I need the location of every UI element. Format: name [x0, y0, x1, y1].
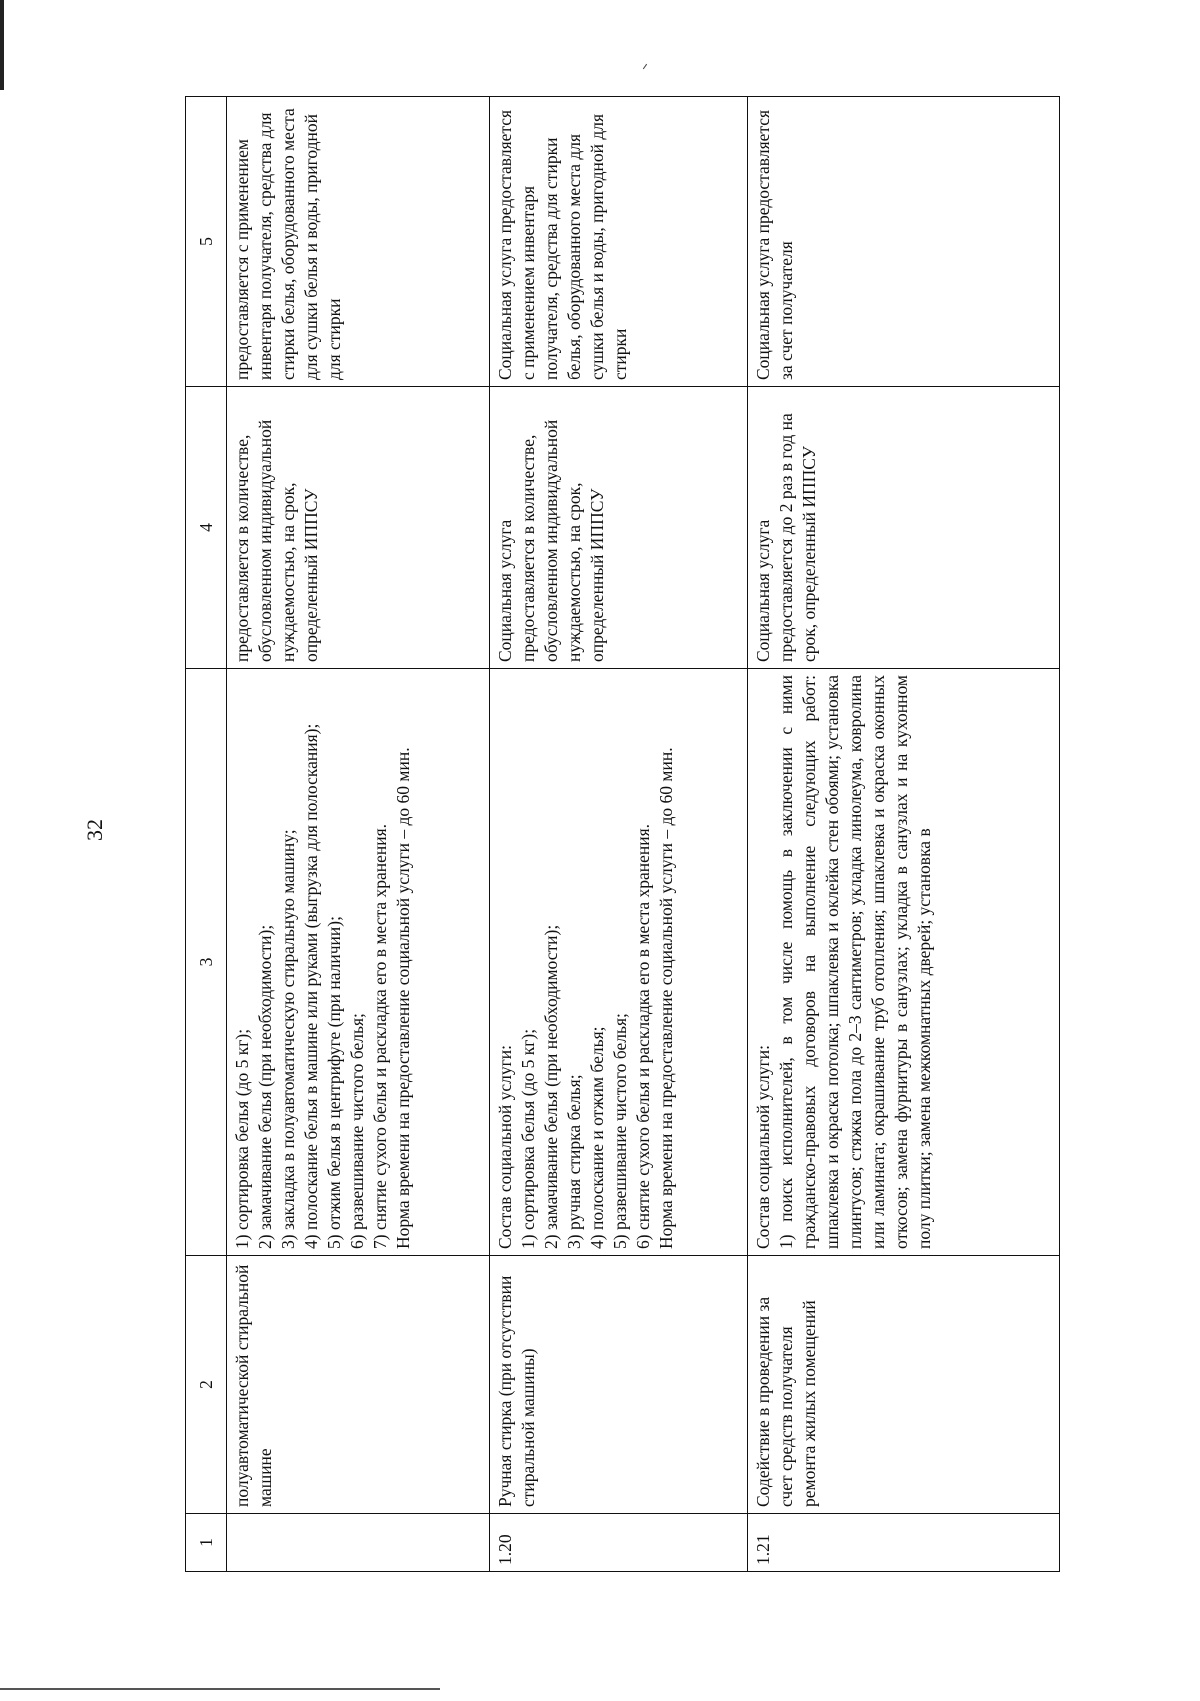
service-content: Состав социальной услуги: 1) поиск исполнителей, в том числе помощь в заключении с ними гражданско-правовых договоров на выполнение следующих работ: шпаклевка и окраска потолка; шпаклевка и оклейка стен обоями; установка плинтусов; стяжка пола до 2–3 сантиметров; укладка линолеума, ковролина или ламината; окрашивание труб отопления; шпаклевка и окраска оконных откосов; замена фурнитуры в санузлах; укладка в санузлах и на кухонном полу плитки; замена межкомнатных дверей; установка в: [748, 669, 1060, 1256]
services-table-container: [185, 97, 1060, 1572]
table-row: [227, 97, 490, 1572]
service-conditions: предоставляется с применением инвентаря получателя, средства для стирки белья, оборудованного места для сушки белья и воды, пригодной для стирки: [227, 97, 490, 387]
service-conditions: Социальная услуга предоставляется за счет получателя: [748, 97, 1060, 387]
services-table: [185, 96, 1060, 1572]
service-conditions: Социальная услуга предоставляется с применением инвентаря получателя, средства для стирки белья, оборудованного места для сушки белья и воды, пригодной для стирки: [490, 97, 748, 387]
scan-edge-mark: [0, 0, 4, 90]
table-row: [490, 97, 748, 1572]
service-name: Содействие в проведении за счет средств получателя ремонта жилых помещений: [748, 1256, 1060, 1514]
service-volume: Социальная услуга предоставляется до 2 раз в год на срок, определенный ИППСУ: [748, 387, 1060, 669]
scan-bottom-line: [0, 1688, 440, 1690]
header-col-5: 5: [186, 97, 227, 387]
scan-tick-mark: [643, 64, 647, 69]
header-col-2: 2: [186, 1256, 227, 1514]
row-number: 1.20: [490, 1514, 748, 1572]
header-col-3: 3: [186, 669, 227, 1256]
service-volume: предоставляется в количестве, обусловленном индивидуальной нуждаемостью, на срок, определенный ИППСУ: [227, 387, 490, 669]
table-row: [748, 97, 1060, 1572]
header-row: [186, 97, 227, 1572]
service-volume: Социальная услуга предоставляется в количестве, обусловленном индивидуальной нуждаемостью, на срок, определенный ИППСУ: [490, 387, 748, 669]
service-content: Состав социальной услуги: 1) сортировка белья (до 5 кг); 2) замачивание белья (при необходимости); 3) ручная стирка белья; 4) полоскание и отжим белья; 5) развешивание чистого белья; 6) снятие сухого белья и раскладка его в места хранения. Норма времени на предоставление социальной услуги – до 60 мин.: [490, 669, 748, 1256]
row-number: 1.21: [748, 1514, 1060, 1572]
service-name: Ручная стирка (при отсутствии стиральной машины): [490, 1256, 748, 1514]
service-name: полуавтоматической стиральной машине: [227, 1256, 490, 1514]
page-number: 32: [82, 819, 107, 841]
service-content: 1) сортировка белья (до 5 кг); 2) замачивание белья (при необходимости); 3) закладка в полуавтоматическую стиральную машину; 4) полоскание белья в машине или руками (выгрузка для полоскания); 5) отжим белья в центрифуге (при наличии); 6) развешивание чистого белья; 7) снятие сухого белья и раскладка его в места хранения. Норма времени на предоставление социальной услуги – до 60 мин.: [227, 669, 490, 1256]
header-col-4: 4: [186, 387, 227, 669]
row-number: [227, 1514, 490, 1572]
header-col-1: 1: [186, 1514, 227, 1572]
